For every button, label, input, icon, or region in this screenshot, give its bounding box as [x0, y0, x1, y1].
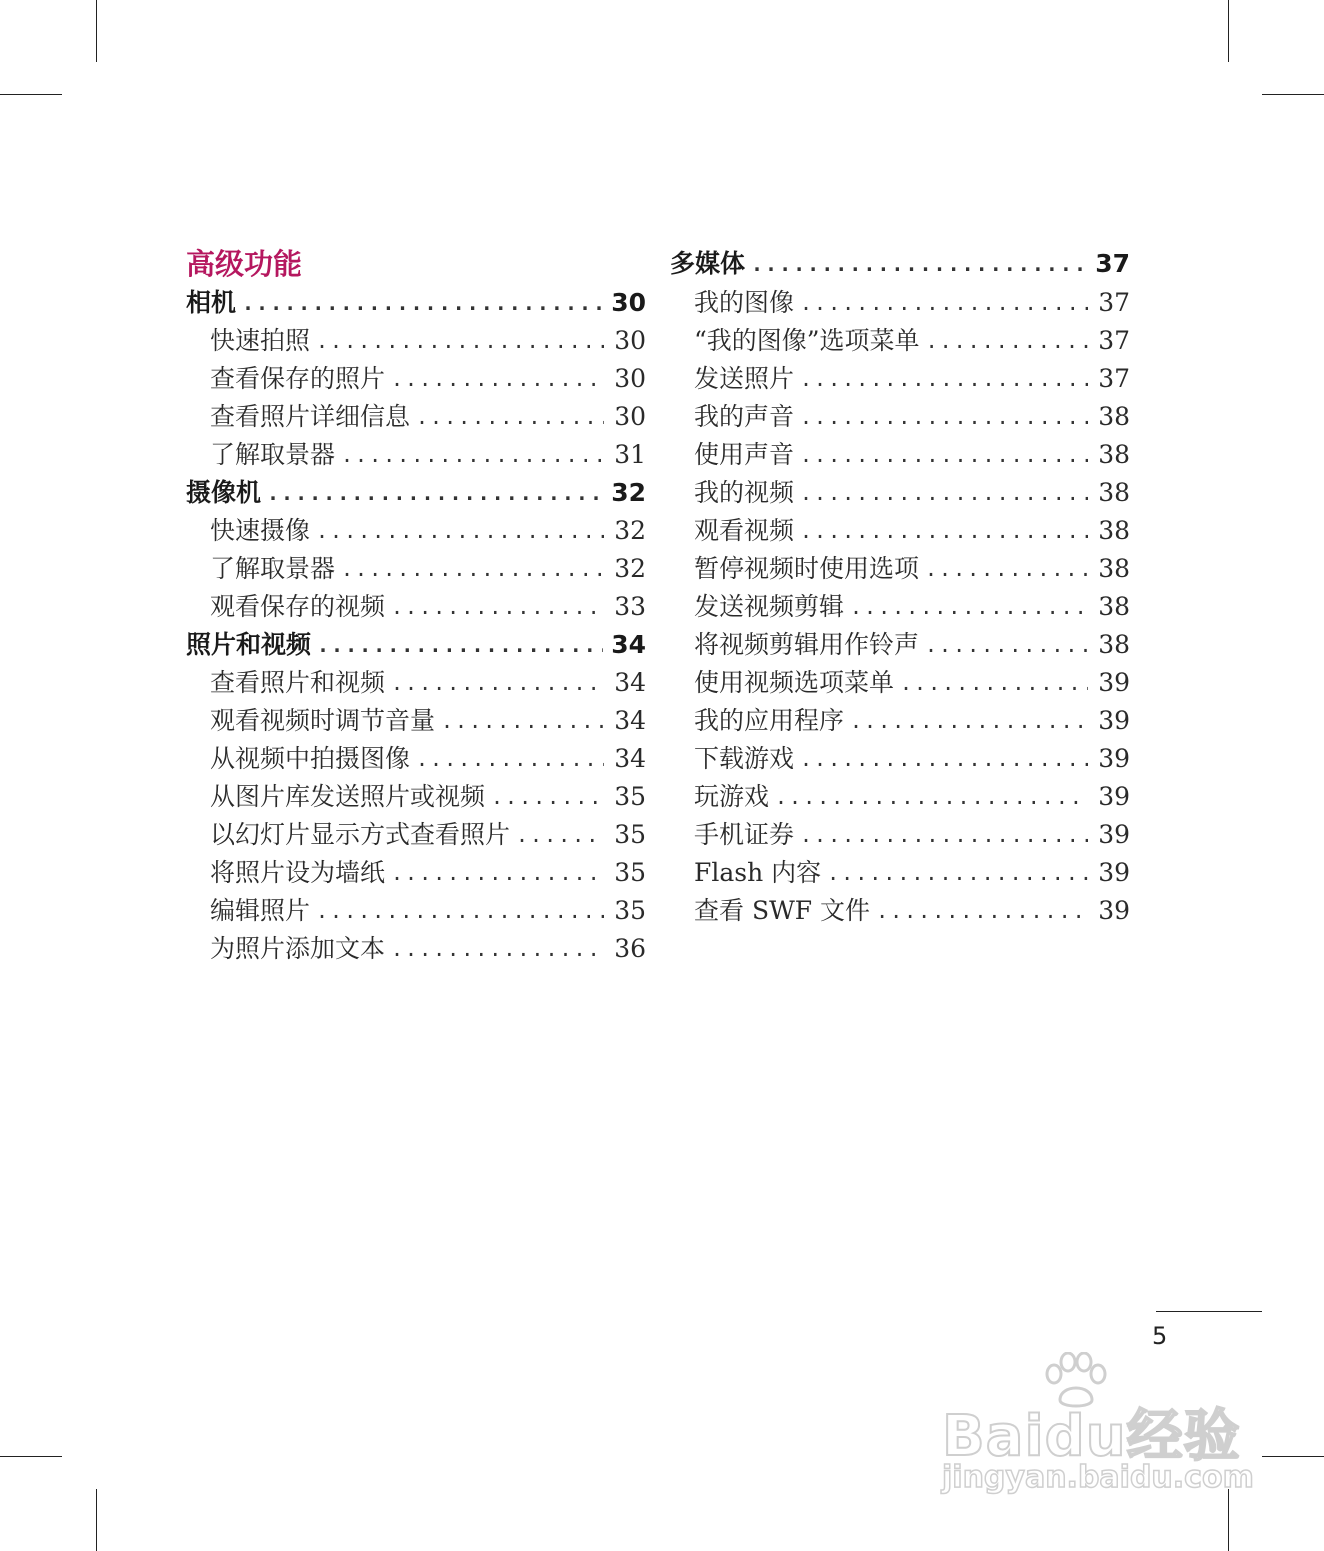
toc-entry-label: 快速拍照: [210, 326, 311, 355]
toc-entry-label: 观看保存的视频: [210, 592, 386, 621]
toc-leader-dots: [267, 474, 603, 512]
toc-list: [670, 244, 1130, 930]
toc-leader-dots: [775, 778, 1088, 816]
toc-entry-label: 我的视频: [694, 478, 795, 507]
toc-page-number: 37: [1095, 249, 1130, 278]
toc-entry: [186, 550, 646, 588]
toc-entry-label: 照片和视频: [186, 630, 312, 659]
toc-page-number: 30: [614, 326, 646, 355]
toc-leader-dots: [900, 664, 1088, 702]
toc-page-number: 39: [1098, 858, 1130, 887]
toc-entry: [186, 892, 646, 930]
toc-entry: [670, 360, 1130, 398]
toc-page-number: 38: [1098, 516, 1130, 545]
toc-entry: [186, 816, 646, 854]
toc-entry: [670, 664, 1130, 702]
toc-page-number: 39: [1098, 820, 1130, 849]
toc-entry-label: “我的图像”选项菜单: [694, 326, 920, 355]
toc-page-number: 30: [614, 364, 646, 393]
toc-leader-dots: [800, 474, 1088, 512]
toc-leader-dots: [491, 778, 604, 816]
crop-mark: [0, 1456, 62, 1457]
toc-page-number: 38: [1098, 440, 1130, 469]
toc-entry: [186, 436, 646, 474]
toc-page-number: 34: [614, 706, 646, 735]
toc-leader-dots: [391, 664, 604, 702]
toc-page-number: 38: [1098, 478, 1130, 507]
toc-entry-label: 暂停视频时使用选项: [694, 554, 920, 583]
toc-entry: [186, 588, 646, 626]
toc-entry-label: 查看照片详细信息: [210, 402, 411, 431]
toc-page-number: 36: [614, 934, 646, 963]
page-number: 5: [1152, 1322, 1168, 1350]
toc-entry: [186, 322, 646, 360]
toc-entry: [670, 398, 1130, 436]
toc-entry: [670, 778, 1130, 816]
toc-entry-label: 查看照片和视频: [210, 668, 386, 697]
baidu-watermark: [942, 1352, 1254, 1502]
toc-list: [186, 284, 646, 968]
toc-leader-dots: [850, 588, 1088, 626]
toc-entry: [670, 892, 1130, 930]
crop-mark: [1228, 0, 1229, 62]
toc-entry-label: 快速摄像: [210, 516, 311, 545]
toc-leader-dots: [800, 284, 1088, 322]
toc-leader-dots: [800, 816, 1088, 854]
toc-entry: [186, 854, 646, 892]
toc-page-number: 37: [1098, 364, 1130, 393]
toc-entry-label: 为照片添加文本: [210, 934, 386, 963]
toc-leader-dots: [242, 284, 603, 322]
toc-page-number: 32: [614, 554, 646, 583]
toc-entry: [186, 702, 646, 740]
toc-page-number: 32: [614, 516, 646, 545]
toc-entry-label: 发送视频剪辑: [694, 592, 845, 621]
toc-page-number: 39: [1098, 782, 1130, 811]
toc-leader-dots: [316, 512, 604, 550]
toc-entry-label: 使用声音: [694, 440, 795, 469]
toc-page-number: 37: [1098, 326, 1130, 355]
toc-page-number: 37: [1098, 288, 1130, 317]
toc-leader-dots: [316, 322, 604, 360]
toc-page-number: 34: [611, 630, 646, 659]
toc-leader-dots: [516, 816, 604, 854]
toc-page-number: 39: [1098, 896, 1130, 925]
toc-leader-dots: [751, 244, 1087, 284]
toc-page-number: 38: [1098, 402, 1130, 431]
toc-leader-dots: [925, 550, 1088, 588]
toc-entry: [670, 626, 1130, 664]
toc-entry-label: 手机证券: [694, 820, 795, 849]
toc-page-number: 30: [614, 402, 646, 431]
crop-mark: [96, 1489, 97, 1551]
toc-entry-label: 我的声音: [694, 402, 795, 431]
toc-entry: [186, 398, 646, 436]
toc-entry-label: 观看视频: [694, 516, 795, 545]
toc-entry-label: 编辑照片: [210, 896, 311, 925]
toc-leader-dots: [341, 550, 604, 588]
page-number-rule: [1156, 1311, 1262, 1312]
toc-entry-label: 从视频中拍摄图像: [210, 744, 411, 773]
toc-entry: [186, 740, 646, 778]
toc-left-column: [186, 244, 646, 968]
toc-entry: [670, 474, 1130, 512]
toc-leader-dots: [827, 854, 1088, 892]
toc-leader-dots: [800, 740, 1088, 778]
crop-mark: [1262, 94, 1324, 95]
toc-page-number: 31: [614, 440, 646, 469]
toc-leader-dots: [850, 702, 1088, 740]
crop-mark: [1262, 1456, 1324, 1457]
toc-entry: [670, 550, 1130, 588]
toc-page-number: 35: [614, 858, 646, 887]
toc-leader-dots: [416, 740, 604, 778]
toc-entry: [670, 322, 1130, 360]
toc-entry-label: 使用视频选项菜单: [694, 668, 895, 697]
toc-entry: [670, 512, 1130, 550]
toc-page-number: 30: [611, 288, 646, 317]
toc-leader-dots: [800, 436, 1088, 474]
watermark-brand: Baidu经验: [942, 1404, 1241, 1469]
toc-page-number: 38: [1098, 592, 1130, 621]
toc-entry-label: 查看 SWF 文件: [694, 896, 871, 925]
toc-page-number: 34: [614, 668, 646, 697]
toc-leader-dots: [441, 702, 604, 740]
toc-leader-dots: [391, 854, 604, 892]
toc-leader-dots: [800, 512, 1088, 550]
toc-leader-dots: [341, 436, 604, 474]
toc-leader-dots: [391, 360, 604, 398]
toc-entry: [186, 512, 646, 550]
toc-page-number: 33: [614, 592, 646, 621]
watermark-url: jingyan.baidu.com: [942, 1460, 1254, 1495]
toc-entry-label: 了解取景器: [210, 554, 336, 583]
toc-page-number: 34: [614, 744, 646, 773]
toc-entry-label: 观看视频时调节音量: [210, 706, 436, 735]
toc-leader-dots: [316, 892, 604, 930]
toc-entry-label: 相机: [186, 288, 237, 317]
toc-page-number: 35: [614, 820, 646, 849]
toc-entry-label: 多媒体: [670, 249, 746, 278]
toc-entry: [670, 816, 1130, 854]
toc-leader-dots: [317, 626, 603, 664]
toc-leader-dots: [926, 322, 1088, 360]
toc-entry: [670, 854, 1130, 892]
toc-page-number: 39: [1098, 744, 1130, 773]
toc-leader-dots: [876, 892, 1088, 930]
toc-entry-label: 我的图像: [694, 288, 795, 317]
toc-entry: [186, 360, 646, 398]
toc-entry: [670, 588, 1130, 626]
toc-entry-label: 从图片库发送照片或视频: [210, 782, 486, 811]
toc-entry-label: 了解取景器: [210, 440, 336, 469]
toc-chapter-entry: [186, 284, 646, 322]
toc-entry: [186, 664, 646, 702]
toc-entry-label: 玩游戏: [694, 782, 770, 811]
toc-leader-dots: [391, 930, 604, 968]
toc-right-column: [670, 244, 1130, 930]
toc-entry: [670, 740, 1130, 778]
toc-entry-label: 将视频剪辑用作铃声: [694, 630, 920, 659]
toc-entry-label: 我的应用程序: [694, 706, 845, 735]
toc-page-number: 39: [1098, 668, 1130, 697]
toc-entry-label: 查看保存的照片: [210, 364, 386, 393]
toc-page-number: 39: [1098, 706, 1130, 735]
toc-page-number: 38: [1098, 554, 1130, 583]
toc-leader-dots: [800, 360, 1088, 398]
toc-entry-label: 摄像机: [186, 478, 262, 507]
toc-entry-label: 以幻灯片显示方式查看照片: [210, 820, 511, 849]
toc-entry: [670, 284, 1130, 322]
crop-mark: [96, 0, 97, 62]
toc-page-number: 35: [614, 896, 646, 925]
toc-chapter-entry: [186, 626, 646, 664]
toc-entry: [670, 702, 1130, 740]
toc-entry: [186, 778, 646, 816]
toc-entry-label: 将照片设为墙纸: [210, 858, 386, 887]
toc-entry-label: 发送照片: [694, 364, 795, 393]
toc-leader-dots: [800, 398, 1088, 436]
toc-entry-label: Flash 内容: [694, 858, 822, 887]
section-heading: 高级功能: [186, 247, 303, 281]
toc-entry: [186, 930, 646, 968]
toc-leader-dots: [416, 398, 604, 436]
toc-chapter-entry: [670, 244, 1130, 284]
toc-chapter-entry: [186, 474, 646, 512]
toc-leader-dots: [925, 626, 1088, 664]
toc-entry-label: 下载游戏: [694, 744, 795, 773]
toc-leader-dots: [391, 588, 604, 626]
toc-page-number: 32: [611, 478, 646, 507]
crop-mark: [0, 94, 62, 95]
toc-page-number: 38: [1098, 630, 1130, 659]
toc-page-number: 35: [614, 782, 646, 811]
toc-entry: [670, 436, 1130, 474]
